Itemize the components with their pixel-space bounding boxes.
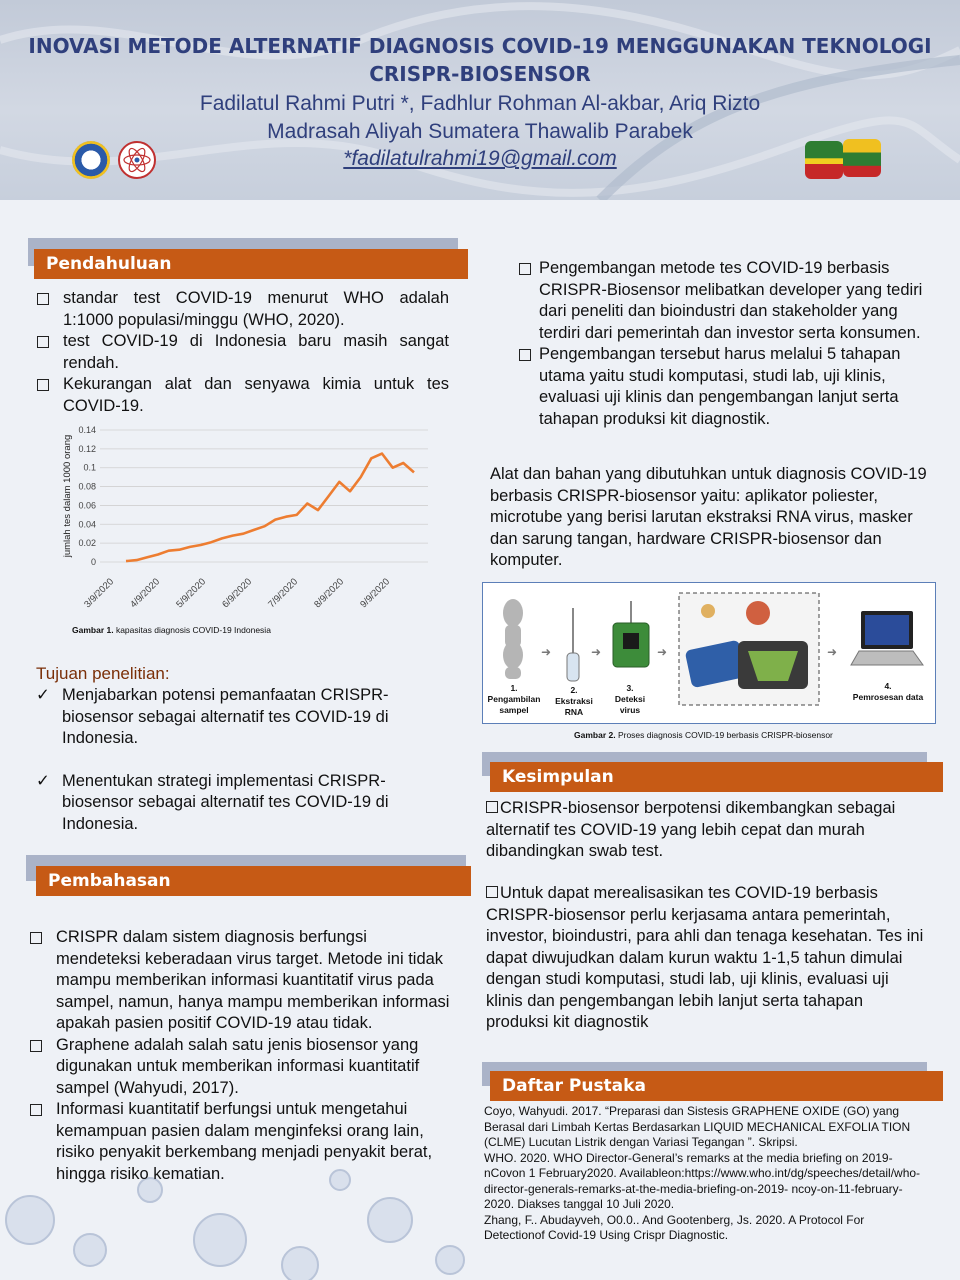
process-step-4: 4. Pemrosesan data [852, 681, 924, 702]
reference-item: Coyo, Wahyudi. 2017. “Preparasi dan Sistesis GRAPHENE OXIDE (GO) yang Berasal dari Limbah Kertas Berdasarkan LIQUID MECHANICAL EXFOLIA TION (CLME) Lucutan Listrik dengan Variasi Tegangan ”. Skripsi. [484, 1104, 911, 1149]
y-tick-label: 0 [90, 557, 96, 567]
regency-logo [843, 139, 881, 177]
pembahasan-item: Graphene adalah salah satu jenis biosensor yang digunakan untuk memberikan informasi kuantitatif sampel (Wahyudi, 2017). [30, 1035, 450, 1100]
reference-item: WHO. 2020. WHO Director-General’s remarks at the media briefing on 2019-nCovon 1 February2020. Availableon:https://www.who.int/dg/speeches/detail/who-director-generals-remarks-at-the-media-briefing-on-2019- ncoy-on-11-february-2020. Diakses tanggal 10 Juli 2020. [484, 1150, 921, 1211]
x-tick-label: 4/9/2020 [128, 576, 163, 611]
x-tick-label: 3/9/2020 [82, 576, 117, 611]
science-logo [118, 141, 156, 179]
pendahuluan-item: standar test COVID-19 menurut WHO adalah 1:1000 populasi/minggu (WHO, 2020). [37, 288, 449, 331]
reference-item: Zhang, F.. Abudayveh, O0.0.. And Gootenberg, Js. 2020. A Protocol For Detectionof Covid-19 Using Crispr Diagnostic. [484, 1212, 865, 1242]
pembahasan-list [30, 927, 450, 1185]
school-logo [72, 141, 110, 179]
y-tick-label: 0.04 [78, 519, 96, 530]
materials-paragraph: Alat dan bahan yang dibutuhkan untuk diagnosis COVID-19 berbasis CRISPR-biosensor yaitu: aplikator poliester, microtube yang berisi larutan ekstraksi RNA virus, masker dan sarung tangan, hardware CRISPR-biosensor dan komputer. [490, 465, 927, 569]
development-item: Pengembangan metode tes COVID-19 berbasis CRISPR-Biosensor melibatkan developer yang tediri dari peneliti dan bioindustri dan stakeholder yang terdiri dari pemerintah dan investor serta konsumen. [519, 258, 929, 344]
process-step-1: 1. Pengambilan sampel [487, 683, 541, 715]
kesimpulan-item: Untuk dapat merealisasikan tes COVID-19 berbasis CRISPR-biosensor perlu kerjasama antara pemerintah, investor, bioindustri, para ahli dan tenaga kesehatan. Tes ini dapat diwujudkan dalam kurun waktu 1-1,5 tahun dimulai dengan studi komputasi, studi lab, uji klinis, evaluasi uji klinis dan pengembangan lebih lanjut serta tahapan produksi kit diagnostik [486, 884, 924, 1031]
author-email[interactable]: *fadilatulrahmi19@gmail.com [343, 147, 617, 170]
arrow-icon: ➜ [541, 645, 552, 659]
institution: Madrasah Aliyah Sumatera Thawalib Parabek [267, 120, 693, 143]
authors: Fadilatul Rahmi Putri *, Fadhlur Rohman Al-akbar, Ariq Rizto [199, 92, 761, 115]
x-tick-label: 7/9/2020 [266, 576, 301, 611]
figure2-caption: Gambar 2. Proses diagnosis COVID-19 berbasis CRISPR-biosensor [574, 730, 833, 740]
series-line [126, 454, 414, 561]
figure1-caption: Gambar 1. kapasitas diagnosis COVID-19 Indonesia [72, 625, 271, 635]
tujuan-heading: Tujuan penelitian: [36, 664, 170, 683]
tujuan-list [36, 685, 436, 835]
pendahuluan-item: test COVID-19 di Indonesia baru masih sangat rendah. [37, 331, 449, 374]
diagnosis-process-figure [482, 582, 936, 724]
poster-title-line1: INOVASI METODE ALTERNATIF DIAGNOSIS COVID-19 MENGGUNAKAN TEKNOLOGI [28, 34, 932, 58]
x-tick-label: 6/9/2020 [220, 576, 255, 611]
province-logo [805, 141, 843, 179]
y-tick-label: 0.1 [83, 462, 96, 473]
x-tick-label: 9/9/2020 [358, 576, 393, 611]
y-tick-label: 0.08 [78, 481, 96, 492]
pendahuluan-list [37, 288, 449, 417]
kesimpulan-heading: Kesimpulan [490, 762, 943, 792]
pendahuluan-item: Kekurangan alat dan senyawa kimia untuk tes COVID-19. [37, 374, 449, 417]
tujuan-item: ✓ Menentukan strategi implementasi CRISPR-biosensor sebagai alternatif tes COVID-19 di Indonesia. [36, 771, 389, 833]
pembahasan-item: CRISPR dalam sistem diagnosis berfungsi mendeteksi keberadaan virus target. Metode ini tidak mampu memberikan informasi kuantitatif virus pada sampel, namun, hanya mampu memberikan informasi apakah pasien positif COVID-19 atau tidak. [30, 927, 450, 1035]
arrow-icon: ➜ [827, 645, 838, 659]
development-item: Pengembangan tersebut harus melalui 5 tahapan utama yaitu studi komputasi, studi lab, uji klinis, evaluasi uji klinis dan pengembangan lanjut serta tahapan produksi kit diagnostik. [519, 344, 929, 430]
pendahuluan-heading: Pendahuluan [34, 249, 468, 279]
tujuan-item: ✓ Menjabarkan potensi pemanfaatan CRISPR-biosensor sebagai alternatif tes COVID-19 di Indonesia. [36, 686, 389, 747]
y-axis-label: jumlah tes dalam 1000 orang [62, 434, 73, 558]
x-tick-label: 8/9/2020 [312, 576, 347, 611]
process-step-3: 3. Deteksi virus [614, 683, 646, 715]
kesimpulan-item: CRISPR-biosensor berpotensi dikembangkan sebagai alternatif tes COVID-19 yang lebih cepat dan murah dibandingkan swab test. [486, 799, 896, 860]
daftar-pustaka-heading: Daftar Pustaka [490, 1071, 943, 1101]
y-tick-label: 0.14 [78, 425, 96, 435]
arrow-icon: ➜ [591, 645, 602, 659]
y-tick-label: 0.12 [78, 443, 96, 454]
y-tick-label: 0.06 [78, 500, 96, 511]
pembahasan-item: Informasi kuantitatif berfungsi untuk mengetahui kemampuan pasien dalam menginfeksi orang lain, risiko penyakit berkembang menjadi penyakit berat, hingga risiko kematian. [30, 1099, 450, 1185]
poster-title-line2: CRISPR-BIOSENSOR [369, 62, 591, 86]
development-list [519, 258, 929, 430]
process-step-2: 2. Ekstraksi RNA [555, 685, 593, 717]
arrow-icon: ➜ [657, 645, 668, 659]
y-tick-label: 0.02 [78, 538, 96, 549]
covid-test-chart [56, 420, 436, 620]
pembahasan-heading: Pembahasan [36, 866, 471, 896]
reference-list [484, 1104, 924, 1244]
x-tick-label: 5/9/2020 [174, 576, 209, 611]
poster-header [0, 0, 960, 200]
